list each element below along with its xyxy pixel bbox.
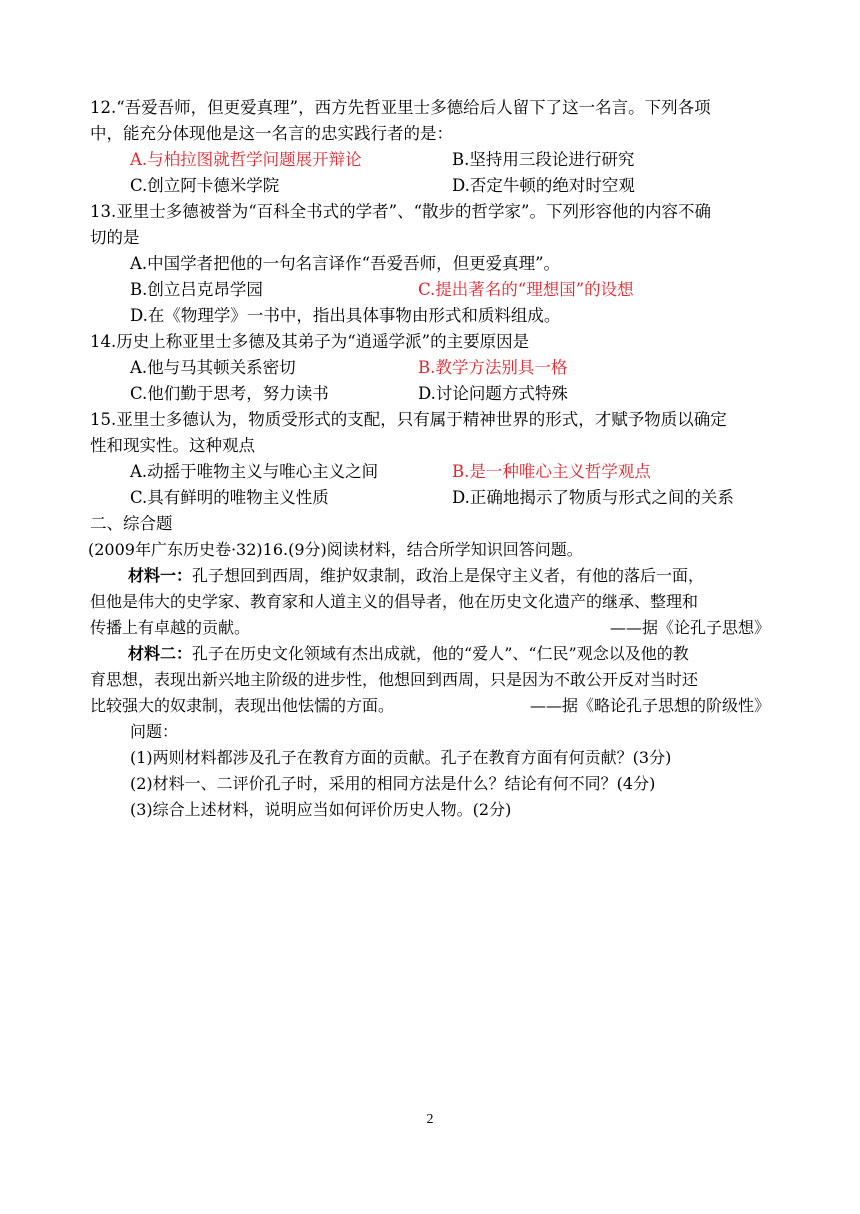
material-1-line1 bbox=[128, 563, 704, 589]
q16-intro: (2009年广东历史卷·32)16.(9分)阅读材料，结合所学知识回答问题。 bbox=[88, 540, 583, 559]
material-1-line3: 传播上有卓越的贡献。 bbox=[90, 618, 251, 637]
q13-stem-line2: 切的是 bbox=[90, 228, 140, 247]
q12-option-c: C.创立阿卡德米学院 bbox=[130, 176, 280, 195]
q14-option-d: D.讨论问题方式特殊 bbox=[418, 384, 568, 403]
q14-option-c: C.他们勤于思考，努力读书 bbox=[130, 384, 329, 403]
material-2-label: 材料二： bbox=[128, 644, 193, 663]
material-1-line2: 但他是伟大的史学家、教育家和人道主义的倡导者，他在历史文化遗产的继承、整理和 bbox=[90, 592, 699, 611]
q14-option-b: B.教学方法别具一格 bbox=[418, 358, 568, 377]
q14-stem-line1: 14.历史上称亚里士多德及其弟子为“逍遥学派”的主要原因是 bbox=[90, 332, 530, 351]
q13-option-a: A.中国学者把他的一句名言译作“吾爱吾师，但更爱真理”。 bbox=[130, 254, 561, 273]
q13-stem-line1: 13.亚里士多德被誉为“百科全书式的学者”、“散步的哲学家”。下列形容他的内容不确 bbox=[90, 202, 711, 221]
q12-stem-line2: 中，能充分体现他是这一名言的忠实践行者的是： bbox=[90, 124, 453, 143]
q15-stem-line2: 性和现实性。这种观点 bbox=[90, 436, 255, 455]
question-1: (1)两则材料都涉及孔子在教育方面的贡献。孔子在教育方面有何贡献？(3分) bbox=[130, 748, 672, 767]
material-2-line2: 育思想，表现出新兴地主阶级的进步性，他想回到西周，只是因为不敢公开反对当时还 bbox=[90, 670, 699, 689]
q15-option-a: A.动摇于唯物主义与唯心主义之间 bbox=[130, 462, 379, 481]
question-2: (2)材料一、二评价孔子时，采用的相同方法是什么？结论有何不同？(4分) bbox=[130, 774, 656, 793]
material-2-line1 bbox=[128, 641, 689, 667]
q12-option-d: D.否定牛顿的绝对时空观 bbox=[452, 176, 635, 195]
q12-option-a: A.与柏拉图就哲学问题展开辩论 bbox=[130, 150, 362, 169]
section-heading: 二、综合题 bbox=[90, 514, 173, 533]
material-1-label: 材料一： bbox=[128, 566, 193, 585]
q15-option-c: C.具有鲜明的唯物主义性质 bbox=[130, 488, 329, 507]
q13-option-b: B.创立吕克昂学园 bbox=[130, 280, 263, 299]
material-1-text1: 孔子想回到西周，维护奴隶制，政治上是保守主义者，有他的落后一面， bbox=[192, 566, 705, 585]
material-2-line3: 比较强大的奴隶制，表现出他怯懦的方面。 bbox=[90, 696, 395, 715]
page-number: 2 bbox=[426, 1112, 434, 1127]
q15-stem-line1: 15.亚里士多德认为，物质受形式的支配，只有属于精神世界的形式，才赋予物质以确定 bbox=[90, 410, 727, 429]
q13-option-d: D.在《物理学》一书中，指出具体事物由形式和质料组成。 bbox=[130, 306, 561, 325]
material-2-text1: 孔子在历史文化领域有杰出成就，他的“爱人”、“仁民”观念以及他的教 bbox=[192, 644, 689, 663]
q15-option-d: D.正确地揭示了物质与形式之间的关系 bbox=[452, 488, 734, 507]
q12-option-b: B.坚持用三段论进行研究 bbox=[452, 150, 635, 169]
q14-option-a: A.他与马其顿关系密切 bbox=[130, 358, 296, 377]
q12-stem-line1: 12.“吾爱吾师，但更爱真理”，西方先哲亚里士多德给后人留下了这一名言。下列各项 bbox=[90, 98, 711, 117]
material-1-source: ——据《论孔子思想》 bbox=[609, 618, 770, 637]
q15-option-b: B.是一种唯心主义哲学观点 bbox=[452, 462, 651, 481]
question-3: (3)综合上述材料，说明应当如何评价历史人物。(2分) bbox=[130, 800, 512, 819]
material-2-source: ——据《略论孔子思想的阶级性》 bbox=[529, 696, 770, 715]
questions-label: 问题： bbox=[130, 722, 179, 741]
q13-option-c: C.提出著名的“理想国”的设想 bbox=[418, 280, 634, 299]
